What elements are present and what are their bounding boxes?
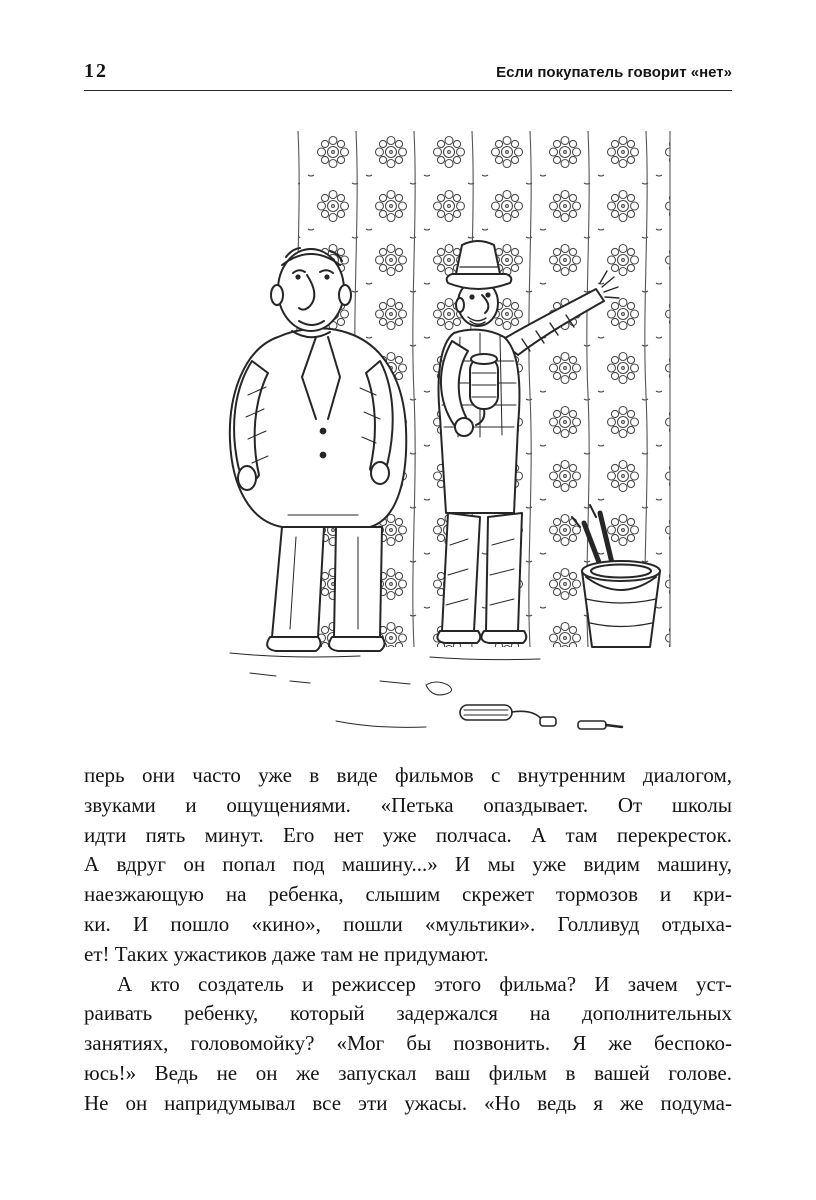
body-text <box>84 761 732 1119</box>
text-line: раивать ребенку, который задержался на дополнительных <box>84 1001 732 1026</box>
page-header <box>84 60 732 83</box>
text-line: занятиях, головомойку? «Мог бы позвонить. Я же беспоко- <box>84 1031 732 1056</box>
text-line: А кто создатель и режиссер этого фильма? И зачем уст- <box>117 971 732 996</box>
floor-items <box>230 653 622 729</box>
text-line: перь они часто уже в виде фильмов с внутренним диалогом, <box>84 763 732 787</box>
text-line: юсь!» Ведь не он же запускал ваш фильм в вашей голове. <box>84 1060 732 1085</box>
cartoon-illustration <box>130 125 686 741</box>
text-line: ки. И пошло «кино», пошли «мультики». Голливуд отдыха- <box>84 911 732 936</box>
text-line: идти пять минут. Его нет уже полчаса. А там перекресток. <box>84 822 732 847</box>
text-line: наезжающую на ребенка, слышим скрежет тормозов и кри- <box>84 882 732 907</box>
illustration <box>130 125 686 741</box>
page-number: 12 <box>84 60 108 82</box>
text-line: А вдруг он попал под машину...» И мы уже видим машину, <box>84 852 732 877</box>
running-title: Если покупатель говорит «нет» <box>496 64 732 81</box>
header-rule <box>84 90 732 91</box>
text-line: Не он напридумывал все эти ужасы. «Но ведь я же подума- <box>84 1090 732 1115</box>
text-line: звуками и ощущениями. «Петька опаздывает. От школы <box>84 792 732 817</box>
book-page <box>84 0 732 1119</box>
text-line: ет! Таких ужастиков даже там не придумают. <box>84 941 489 966</box>
paragraph <box>84 761 732 970</box>
paragraph <box>84 970 732 1119</box>
